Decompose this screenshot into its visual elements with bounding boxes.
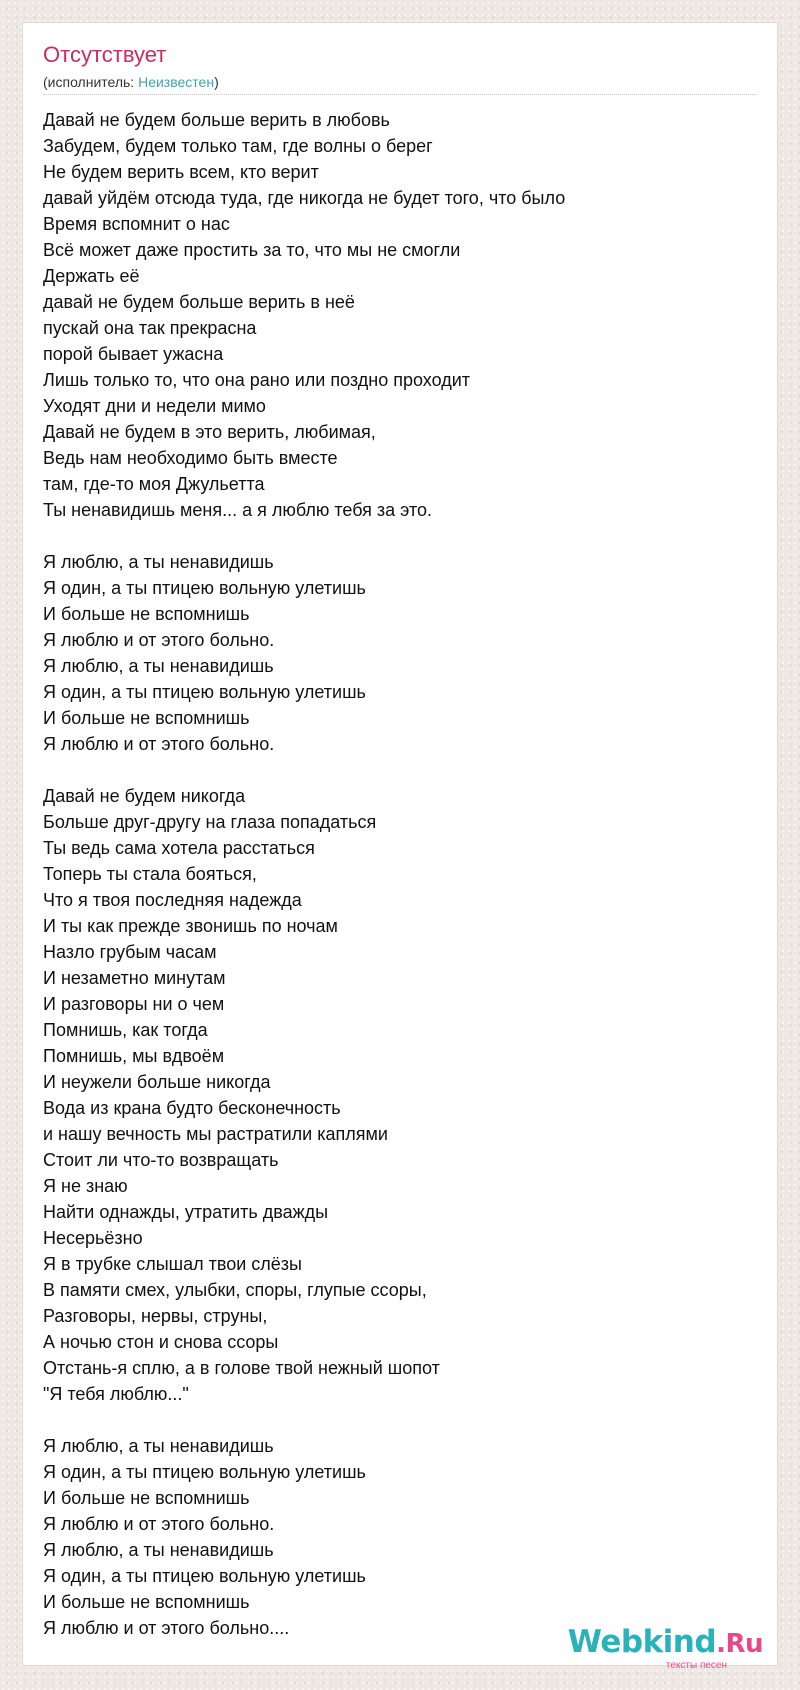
lyrics-line: И больше не вспомнишь: [43, 1488, 250, 1508]
lyrics-line: давай уйдём отсюда туда, где никогда не будет того, что было: [43, 188, 566, 208]
lyrics-line: Держать её: [43, 266, 140, 286]
lyrics-stanza: [43, 549, 759, 757]
logo-tagline: тексты песен: [665, 1660, 727, 1671]
lyrics-line: И неужели больше никогда: [43, 1072, 271, 1092]
site-logo[interactable]: [563, 1624, 763, 1671]
lyrics-line: Я один, а ты птицею вольную улетишь: [43, 578, 366, 598]
lyrics-stanza: [43, 783, 759, 1407]
lyrics-line: А ночью стон и снова ссоры: [43, 1332, 279, 1352]
lyrics-line: там, где-то моя Джульетта: [43, 474, 265, 494]
lyrics-line: Я люблю, а ты ненавидишь: [43, 1436, 274, 1456]
lyrics-line: Разговоры, нервы, струны,: [43, 1306, 268, 1326]
lyrics-line: Что я твоя последняя надежда: [43, 890, 302, 910]
lyrics-line: Я один, а ты птицею вольную улетишь: [43, 1566, 366, 1586]
lyrics-line: Я люблю и от этого больно.: [43, 1514, 275, 1534]
lyrics-line: Я в трубке слышал твои слёзы: [43, 1254, 302, 1274]
lyrics-line: И больше не вспомнишь: [43, 604, 250, 624]
lyrics-line: И ты как прежде звонишь по ночам: [43, 916, 338, 936]
lyrics-line: И разговоры ни о чем: [43, 994, 225, 1014]
lyrics-line: Вода из крана будто бесконечность: [43, 1098, 341, 1118]
title-divider: [43, 94, 757, 95]
lyrics-text: [43, 107, 759, 1667]
lyrics-stanza: [43, 107, 759, 523]
lyrics-line: Я один, а ты птицею вольную улетишь: [43, 1462, 366, 1482]
lyrics-line: "Я тебя люблю...": [43, 1384, 189, 1404]
lyrics-line: Я люблю и от этого больно....: [43, 1618, 290, 1638]
lyrics-line: В памяти смех, улыбки, споры, глупые ссоры,: [43, 1280, 427, 1300]
song-title: Отсутствует: [43, 42, 167, 67]
lyrics-line: Ты ведь сама хотела расстаться: [43, 838, 315, 858]
logo-tld: .Ru: [716, 1629, 763, 1659]
artist-prefix: (исполнитель:: [43, 74, 139, 90]
logo-brand: Webkind: [567, 1624, 717, 1660]
lyrics-line: Лишь только то, что она рано или поздно проходит: [43, 370, 470, 390]
lyrics-line: пускай она так прекрасна: [43, 318, 257, 338]
lyrics-line: Я не знаю: [43, 1176, 128, 1196]
lyrics-line: Ведь нам необходимо быть вместе: [43, 448, 338, 468]
lyrics-line: Стоит ли что-то возвращать: [43, 1150, 279, 1170]
artist-suffix: ): [214, 74, 219, 90]
lyrics-line: Забудем, будем только там, где волны о берег: [43, 136, 433, 156]
artist-link[interactable]: Неизвестен: [138, 74, 215, 90]
lyrics-card: [22, 22, 778, 1666]
lyrics-line: Я люблю, а ты ненавидишь: [43, 656, 274, 676]
lyrics-line: Ты ненавидишь меня... а я люблю тебя за это.: [43, 500, 433, 520]
lyrics-line: Больше друг-другу на глаза попадаться: [43, 812, 377, 832]
lyrics-line: Найти однажды, утратить дважды: [43, 1202, 329, 1222]
lyrics-line: И больше не вспомнишь: [43, 1592, 250, 1612]
lyrics-line: Я один, а ты птицею вольную улетишь: [43, 682, 366, 702]
lyrics-stanza: [43, 1433, 759, 1641]
lyrics-line: И больше не вспомнишь: [43, 708, 250, 728]
lyrics-line: Назло грубым часам: [43, 942, 217, 962]
artist-line: [43, 73, 219, 91]
lyrics-line: Не будем верить всем, кто верит: [43, 162, 319, 182]
lyrics-line: Давай не будем в это верить, любимая,: [43, 422, 376, 442]
lyrics-line: Давай не будем больше верить в любовь: [43, 110, 390, 130]
lyrics-line: Время вспомнит о нас: [43, 214, 230, 234]
logo-wordmark: [568, 1624, 763, 1662]
lyrics-line: Несерьёзно: [43, 1228, 143, 1248]
lyrics-line: Помнишь, мы вдвоём: [43, 1046, 225, 1066]
lyrics-line: Уходят дни и недели мимо: [43, 396, 266, 416]
lyrics-line: Я люблю, а ты ненавидишь: [43, 552, 274, 572]
lyrics-line: давай не будем больше верить в неё: [43, 292, 355, 312]
lyrics-line: порой бывает ужасна: [43, 344, 224, 364]
lyrics-line: и нашу вечность мы растратили каплями: [43, 1124, 388, 1144]
lyrics-line: Топерь ты стала бояться,: [43, 864, 257, 884]
lyrics-line: Давай не будем никогда: [43, 786, 246, 806]
lyrics-line: Отстань-я сплю, а в голове твой нежный шопот: [43, 1358, 440, 1378]
lyrics-line: Помнишь, как тогда: [43, 1020, 208, 1040]
lyrics-line: Я люблю, а ты ненавидишь: [43, 1540, 274, 1560]
lyrics-line: Я люблю и от этого больно.: [43, 630, 275, 650]
lyrics-line: Я люблю и от этого больно.: [43, 734, 275, 754]
lyrics-line: И незаметно минутам: [43, 968, 226, 988]
lyrics-line: Всё может даже простить за то, что мы не смогли: [43, 240, 461, 260]
